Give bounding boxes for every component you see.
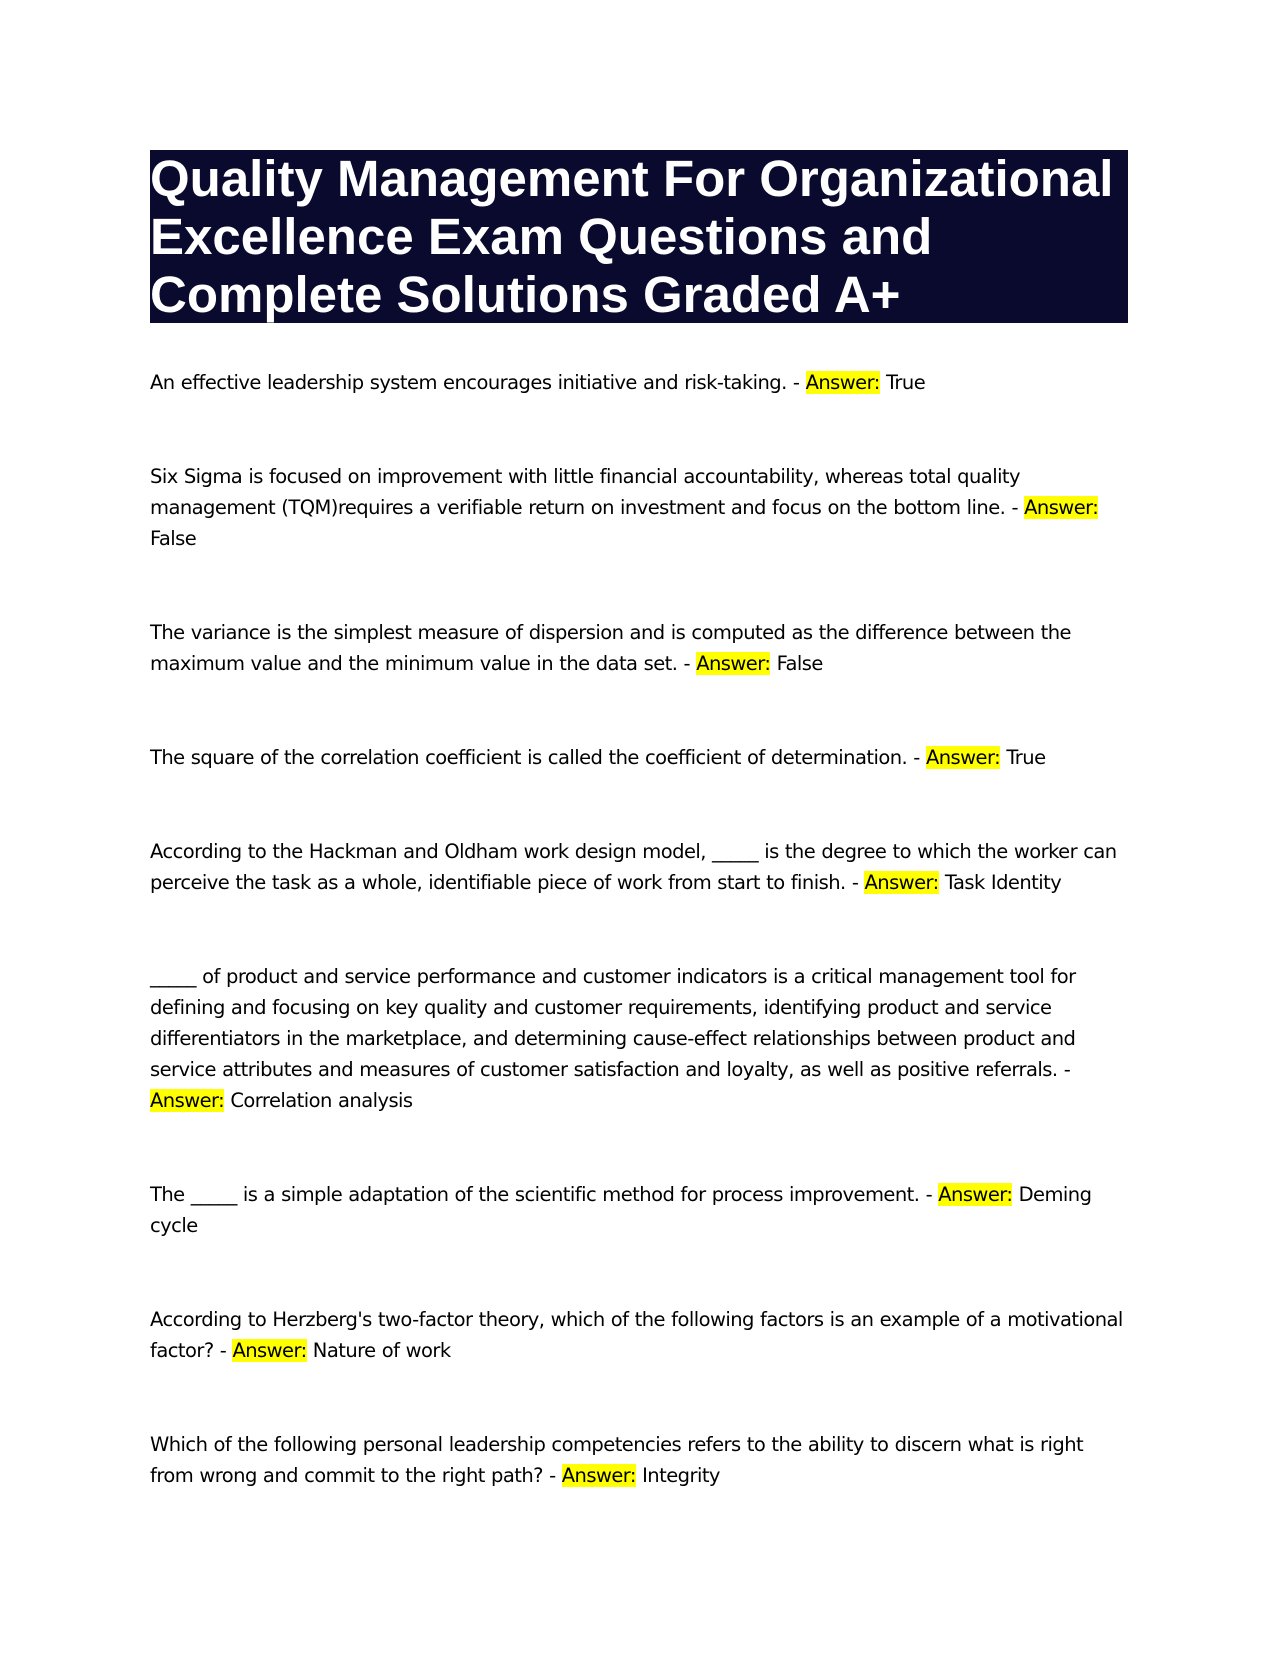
answer-text: Correlation analysis [230,1089,413,1112]
separator: - [542,1464,562,1487]
answer-label: Answer: [561,1464,636,1487]
separator: - [907,746,926,769]
separator: - [919,1183,939,1206]
question-text: According to the Hackman and Oldham work design model, _____ is the degree to which the worker can perceive the task as a whole, identifiable piece of work from start to finish. [150,840,1117,894]
answer-text: False [776,652,823,675]
answer-text: True [885,371,926,394]
document-title: Quality Management For Organizational Excellence Exam Questions and Complete Solutions Graded A+ [150,150,1128,323]
answer-text: Nature of work [312,1339,451,1362]
answer-text: True [1006,746,1046,769]
separator: - [845,871,865,894]
qa-item [150,742,1128,773]
answer-label: Answer: [925,746,1001,769]
qa-item [150,367,1128,398]
answer-text: False [150,527,197,550]
answer-text: Task Identity [944,871,1062,894]
document-page [150,150,1128,1491]
answer-text: Integrity [642,1464,720,1487]
separator: - [213,1339,233,1362]
answer-text: Deming cycle [150,1183,1092,1237]
qa-item [150,1429,1128,1491]
answer-label: Answer: [696,652,771,675]
question-text: The square of the correlation coefficient is called the coefficient of determination. [150,746,908,769]
qa-item [150,961,1128,1116]
answer-label: Answer: [150,1089,225,1112]
qa-item [150,617,1128,679]
answer-label: Answer: [232,1339,307,1362]
qa-item [150,1179,1128,1241]
question-answer-list [150,367,1128,1491]
qa-item [150,1304,1128,1366]
answer-label: Answer: [864,871,939,894]
qa-item [150,836,1128,898]
separator: - [677,652,697,675]
qa-item [150,461,1128,554]
answer-label: Answer: [938,1183,1013,1206]
question-text: An effective leadership system encourages initiative and risk-taking. [150,371,787,394]
separator: - [786,371,806,394]
question-text: The _____ is a simple adaptation of the scientific method for process improvement. [150,1183,920,1206]
question-text: Which of the following personal leadership competencies refers to the ability to discern what is right from wrong and commit to the right path? [150,1433,1084,1487]
question-text: _____ of product and service performance and customer indicators is a critical management tool for defining and focusing on key quality and customer requirements, identifying product and service differentiators in the marketplace, and determining cause-effect relationships between product and service attributes and measures of customer satisfaction and loyalty, as well as positive referrals. [150,965,1076,1081]
question-text: Six Sigma is focused on improvement with little financial accountability, whereas total quality management (TQM)requires a verifiable return on investment and focus on the bottom line. [150,465,1021,519]
question-text: The variance is the simplest measure of dispersion and is computed as the difference between the maximum value and the minimum value in the data set. [150,621,1071,675]
separator: - [1005,496,1025,519]
answer-label: Answer: [805,371,880,394]
question-text: According to Herzberg's two-factor theory, which of the following factors is an example of a motivational factor? [150,1308,1123,1362]
answer-label: Answer: [1024,496,1099,519]
separator: - [1057,1058,1071,1081]
